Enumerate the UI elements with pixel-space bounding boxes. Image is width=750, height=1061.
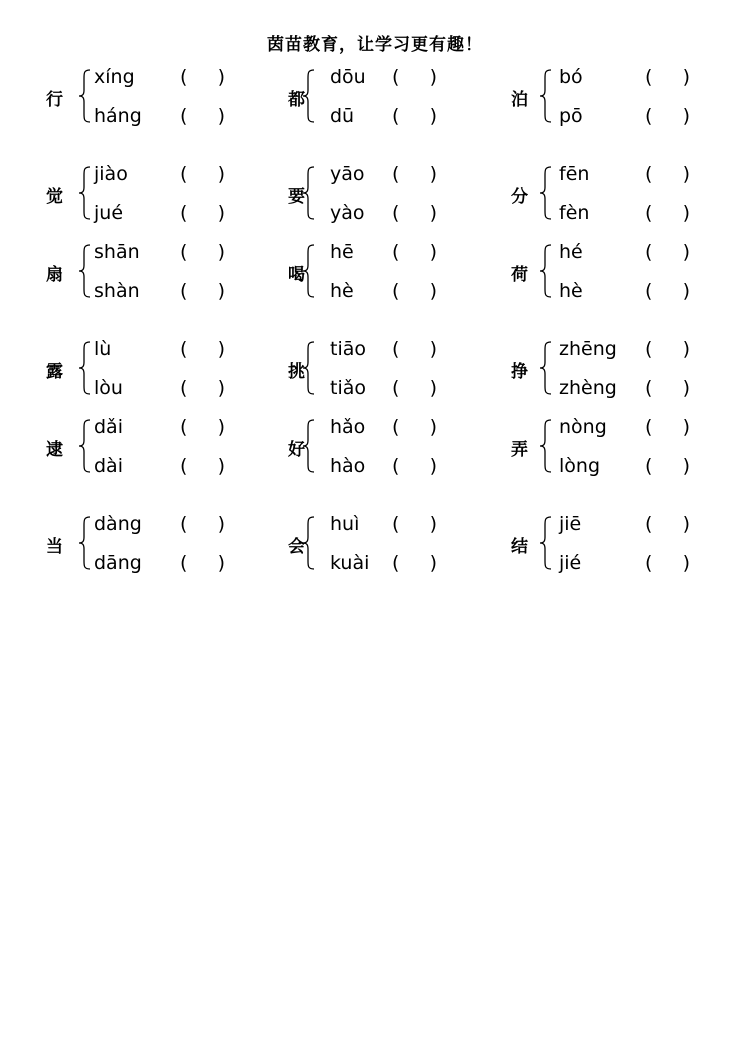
pinyin-reading: zhēng xyxy=(559,338,617,360)
answer-blank[interactable]: ( ) xyxy=(180,455,226,477)
polyphone-item xyxy=(511,241,731,301)
pinyin-reading: dài xyxy=(94,455,123,477)
answer-blank[interactable]: ( ) xyxy=(180,552,226,574)
left-brace-icon xyxy=(539,165,553,221)
polyphone-item xyxy=(46,66,266,126)
answer-blank[interactable]: ( ) xyxy=(392,66,438,88)
pinyin-reading: pō xyxy=(559,105,583,127)
answer-blank[interactable]: ( ) xyxy=(392,241,438,263)
answer-blank[interactable]: ( ) xyxy=(645,377,691,399)
answer-blank[interactable]: ( ) xyxy=(645,163,691,185)
answer-blank[interactable]: ( ) xyxy=(180,377,226,399)
hanzi-char: 露 xyxy=(46,362,63,382)
answer-blank[interactable]: ( ) xyxy=(392,377,438,399)
page-title: 茵苗教育，让学习更有趣！ xyxy=(267,35,483,55)
hanzi-char: 泊 xyxy=(511,90,528,110)
pinyin-reading: lòu xyxy=(94,377,123,399)
pinyin-reading: kuài xyxy=(330,552,370,574)
polyphone-item xyxy=(511,513,731,573)
pinyin-reading: háng xyxy=(94,105,142,127)
pinyin-reading: shàn xyxy=(94,280,140,302)
answer-blank[interactable]: ( ) xyxy=(645,241,691,263)
pinyin-reading: lù xyxy=(94,338,112,360)
hanzi-char: 分 xyxy=(511,187,528,207)
pinyin-reading: tiǎo xyxy=(330,377,366,399)
answer-blank[interactable]: ( ) xyxy=(645,513,691,535)
hanzi-char: 觉 xyxy=(46,187,63,207)
polyphone-item xyxy=(288,416,508,476)
polyphone-item xyxy=(46,513,266,573)
polyphone-item xyxy=(511,338,731,398)
pinyin-reading: hè xyxy=(330,280,354,302)
polyphone-item xyxy=(46,416,266,476)
answer-blank[interactable]: ( ) xyxy=(392,416,438,438)
pinyin-reading: hào xyxy=(330,455,366,477)
left-brace-icon xyxy=(539,340,553,396)
left-brace-icon xyxy=(302,340,316,396)
left-brace-icon xyxy=(302,515,316,571)
polyphone-item xyxy=(511,416,731,476)
answer-blank[interactable]: ( ) xyxy=(180,202,226,224)
pinyin-reading: hé xyxy=(559,241,583,263)
answer-blank[interactable]: ( ) xyxy=(645,280,691,302)
pinyin-reading: dāng xyxy=(94,552,142,574)
answer-blank[interactable]: ( ) xyxy=(392,513,438,535)
pinyin-reading: dàng xyxy=(94,513,142,535)
left-brace-icon xyxy=(302,165,316,221)
pinyin-reading: xíng xyxy=(94,66,135,88)
pinyin-reading: hē xyxy=(330,241,354,263)
pinyin-reading: hè xyxy=(559,280,583,302)
polyphone-item xyxy=(288,66,508,126)
left-brace-icon xyxy=(302,418,316,474)
answer-blank[interactable]: ( ) xyxy=(392,338,438,360)
answer-blank[interactable]: ( ) xyxy=(180,105,226,127)
hanzi-char: 好 xyxy=(288,440,305,460)
left-brace-icon xyxy=(539,68,553,124)
left-brace-icon xyxy=(302,243,316,299)
hanzi-char: 挣 xyxy=(511,362,528,382)
pinyin-reading: fèn xyxy=(559,202,590,224)
polyphone-item xyxy=(46,241,266,301)
hanzi-char: 结 xyxy=(511,537,528,557)
pinyin-reading: dǎi xyxy=(94,416,123,438)
polyphone-item xyxy=(288,338,508,398)
hanzi-char: 喝 xyxy=(288,265,305,285)
left-brace-icon xyxy=(78,515,92,571)
left-brace-icon xyxy=(78,418,92,474)
answer-blank[interactable]: ( ) xyxy=(392,455,438,477)
left-brace-icon xyxy=(539,515,553,571)
answer-blank[interactable]: ( ) xyxy=(392,202,438,224)
hanzi-char: 荷 xyxy=(511,265,528,285)
answer-blank[interactable]: ( ) xyxy=(645,105,691,127)
pinyin-reading: yào xyxy=(330,202,365,224)
polyphone-item xyxy=(511,163,731,223)
hanzi-char: 逮 xyxy=(46,440,63,460)
answer-blank[interactable]: ( ) xyxy=(392,552,438,574)
left-brace-icon xyxy=(78,243,92,299)
hanzi-char: 扇 xyxy=(46,265,63,285)
left-brace-icon xyxy=(302,68,316,124)
answer-blank[interactable]: ( ) xyxy=(645,66,691,88)
answer-blank[interactable]: ( ) xyxy=(180,241,226,263)
hanzi-char: 会 xyxy=(288,537,305,557)
answer-blank[interactable]: ( ) xyxy=(645,202,691,224)
pinyin-reading: nòng xyxy=(559,416,607,438)
pinyin-reading: fēn xyxy=(559,163,590,185)
left-brace-icon xyxy=(78,340,92,396)
pinyin-reading: jué xyxy=(94,202,124,224)
polyphone-item xyxy=(288,241,508,301)
pinyin-reading: dū xyxy=(330,105,355,127)
answer-blank[interactable]: ( ) xyxy=(180,416,226,438)
pinyin-reading: jiào xyxy=(94,163,128,185)
answer-blank[interactable]: ( ) xyxy=(645,416,691,438)
pinyin-reading: yāo xyxy=(330,163,365,185)
pinyin-reading: huì xyxy=(330,513,360,535)
pinyin-reading: hǎo xyxy=(330,416,366,438)
answer-blank[interactable]: ( ) xyxy=(392,163,438,185)
answer-blank[interactable]: ( ) xyxy=(392,280,438,302)
polyphone-item xyxy=(288,163,508,223)
hanzi-char: 弄 xyxy=(511,440,528,460)
pinyin-reading: tiāo xyxy=(330,338,366,360)
pinyin-reading: shān xyxy=(94,241,140,263)
hanzi-char: 当 xyxy=(46,537,63,557)
answer-blank[interactable]: ( ) xyxy=(392,105,438,127)
pinyin-reading: bó xyxy=(559,66,583,88)
hanzi-char: 挑 xyxy=(288,362,305,382)
pinyin-reading: jié xyxy=(559,552,582,574)
answer-blank[interactable]: ( ) xyxy=(180,338,226,360)
answer-blank[interactable]: ( ) xyxy=(645,552,691,574)
polyphone-item xyxy=(288,513,508,573)
answer-blank[interactable]: ( ) xyxy=(645,338,691,360)
polyphone-item xyxy=(46,338,266,398)
hanzi-char: 行 xyxy=(46,90,63,110)
hanzi-char: 都 xyxy=(288,90,305,110)
answer-blank[interactable]: ( ) xyxy=(180,66,226,88)
answer-blank[interactable]: ( ) xyxy=(180,513,226,535)
pinyin-reading: lòng xyxy=(559,455,601,477)
answer-blank[interactable]: ( ) xyxy=(180,280,226,302)
left-brace-icon xyxy=(78,165,92,221)
hanzi-char: 要 xyxy=(288,187,305,207)
answer-blank[interactable]: ( ) xyxy=(180,163,226,185)
polyphone-item xyxy=(511,66,731,126)
left-brace-icon xyxy=(539,243,553,299)
left-brace-icon xyxy=(78,68,92,124)
answer-blank[interactable]: ( ) xyxy=(645,455,691,477)
pinyin-reading: dōu xyxy=(330,66,366,88)
polyphone-item xyxy=(46,163,266,223)
pinyin-reading: zhèng xyxy=(559,377,617,399)
pinyin-reading: jiē xyxy=(559,513,582,535)
left-brace-icon xyxy=(539,418,553,474)
